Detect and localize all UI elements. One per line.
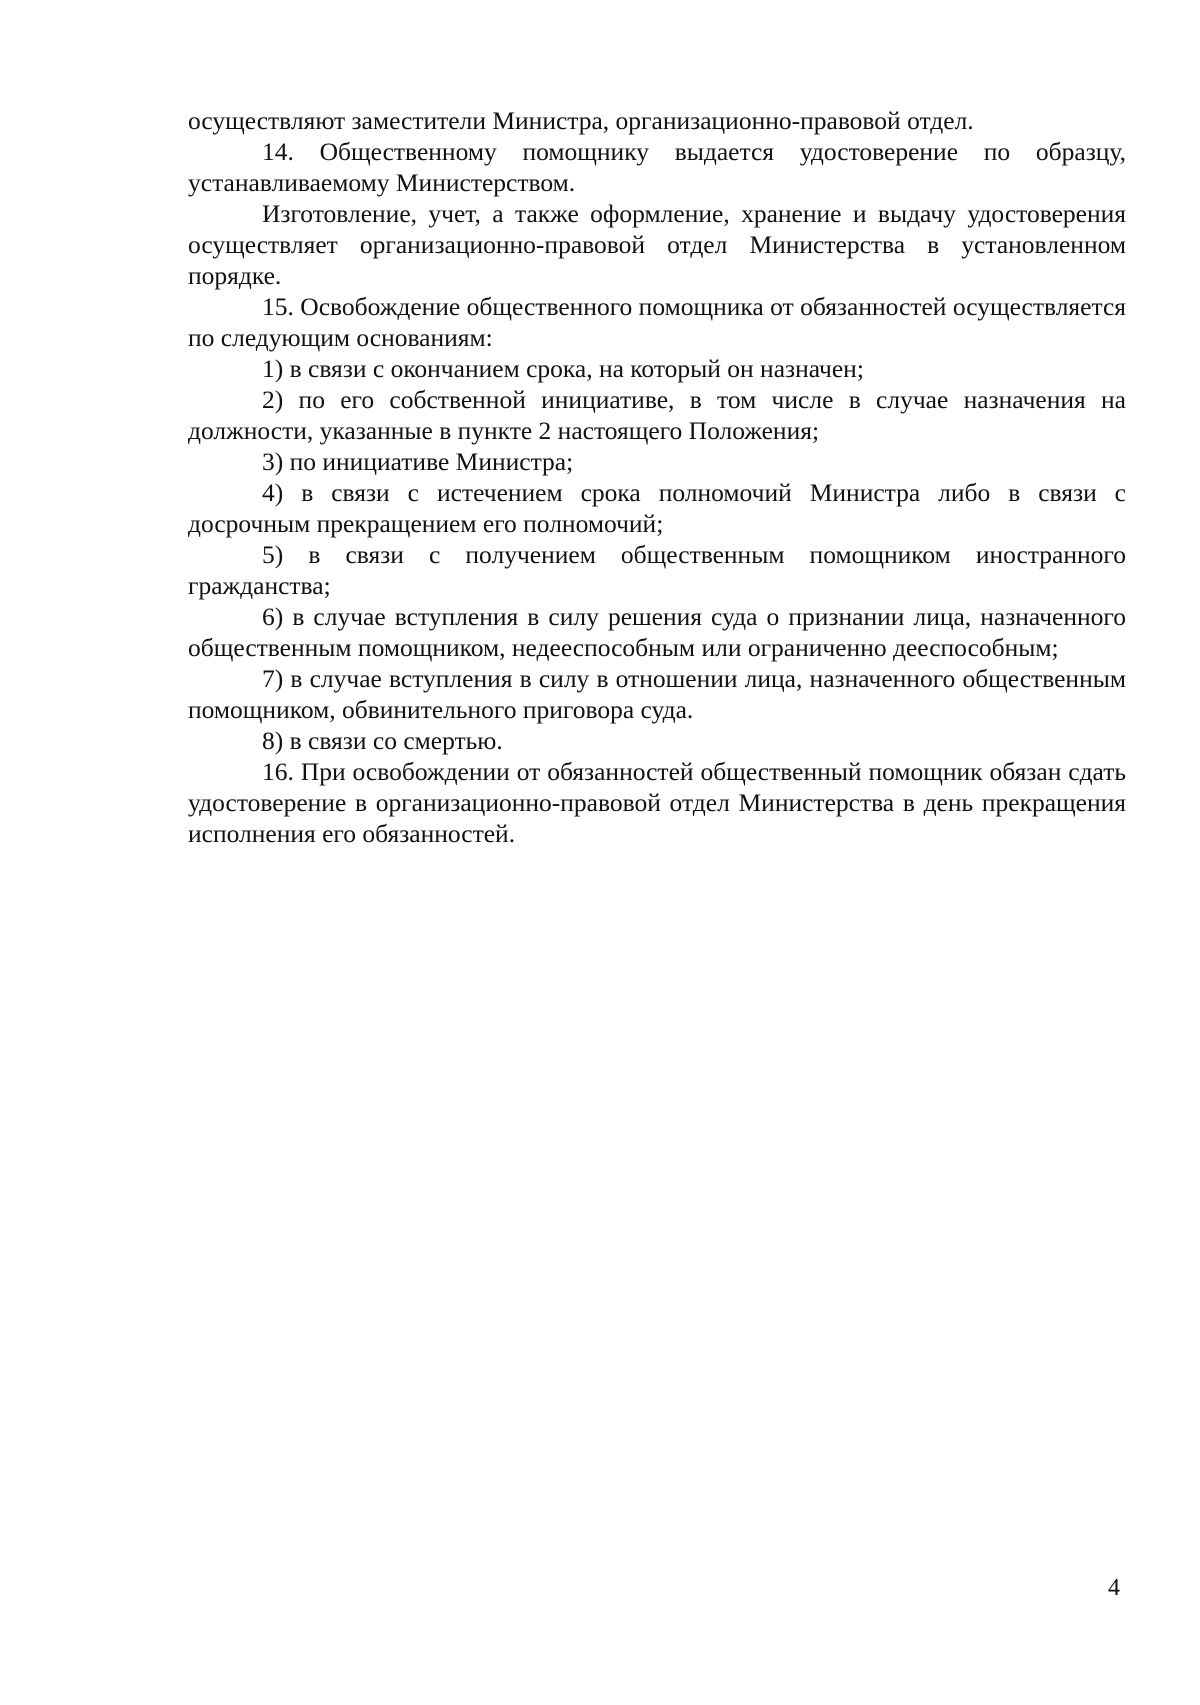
paragraph-item-14: 14. Общественному помощнику выдается удостоверение по образцу, устанавливаемому Министерством. [188,137,1126,197]
list-item-3: 3) по инициативе Министра; [262,447,574,476]
paragraph-item-15: 15. Освобождение общественного помощника от обязанностей осуществляется по следующим основаниям: [188,292,1126,352]
paragraph-item-16: 16. При освобождении от обязанностей общественный помощник обязан сдать удостоверение в организационно-правовой отдел Министерства в день прекращения исполнения его обязанностей. [188,757,1126,848]
paragraph-certificate-handling: Изготовление, учет, а также оформление, хранение и выдачу удостоверения осуществляет организационно-правовой отдел Министерства в установленном порядке. [188,199,1126,290]
list-item-1: 1) в связи с окончанием срока, на который он назначен; [262,354,864,383]
list-item-8: 8) в связи со смертью. [262,726,503,755]
list-item-4: 4) в связи с истечением срока полномочий Министра либо в связи с досрочным прекращением его полномочий; [188,478,1126,538]
paragraph-continuation: осуществляют заместители Министра, организационно-правовой отдел. [188,106,974,135]
list-item-5: 5) в связи с получением общественным помощником иностранного гражданства; [188,540,1126,600]
list-item-2: 2) по его собственной инициативе, в том числе в случае назначения на должности, указанные в пункте 2 настоящего Положения; [188,385,1126,445]
list-item-6: 6) в случае вступления в силу решения суда о признании лица, назначенного общественным помощником, недееспособным или ограниченно дееспособным; [188,602,1126,662]
list-item-7: 7) в случае вступления в силу в отношении лица, назначенного общественным помощником, обвинительного приговора суда. [188,664,1126,724]
page-number: 4 [1108,1575,1120,1601]
document-body [188,105,1126,849]
